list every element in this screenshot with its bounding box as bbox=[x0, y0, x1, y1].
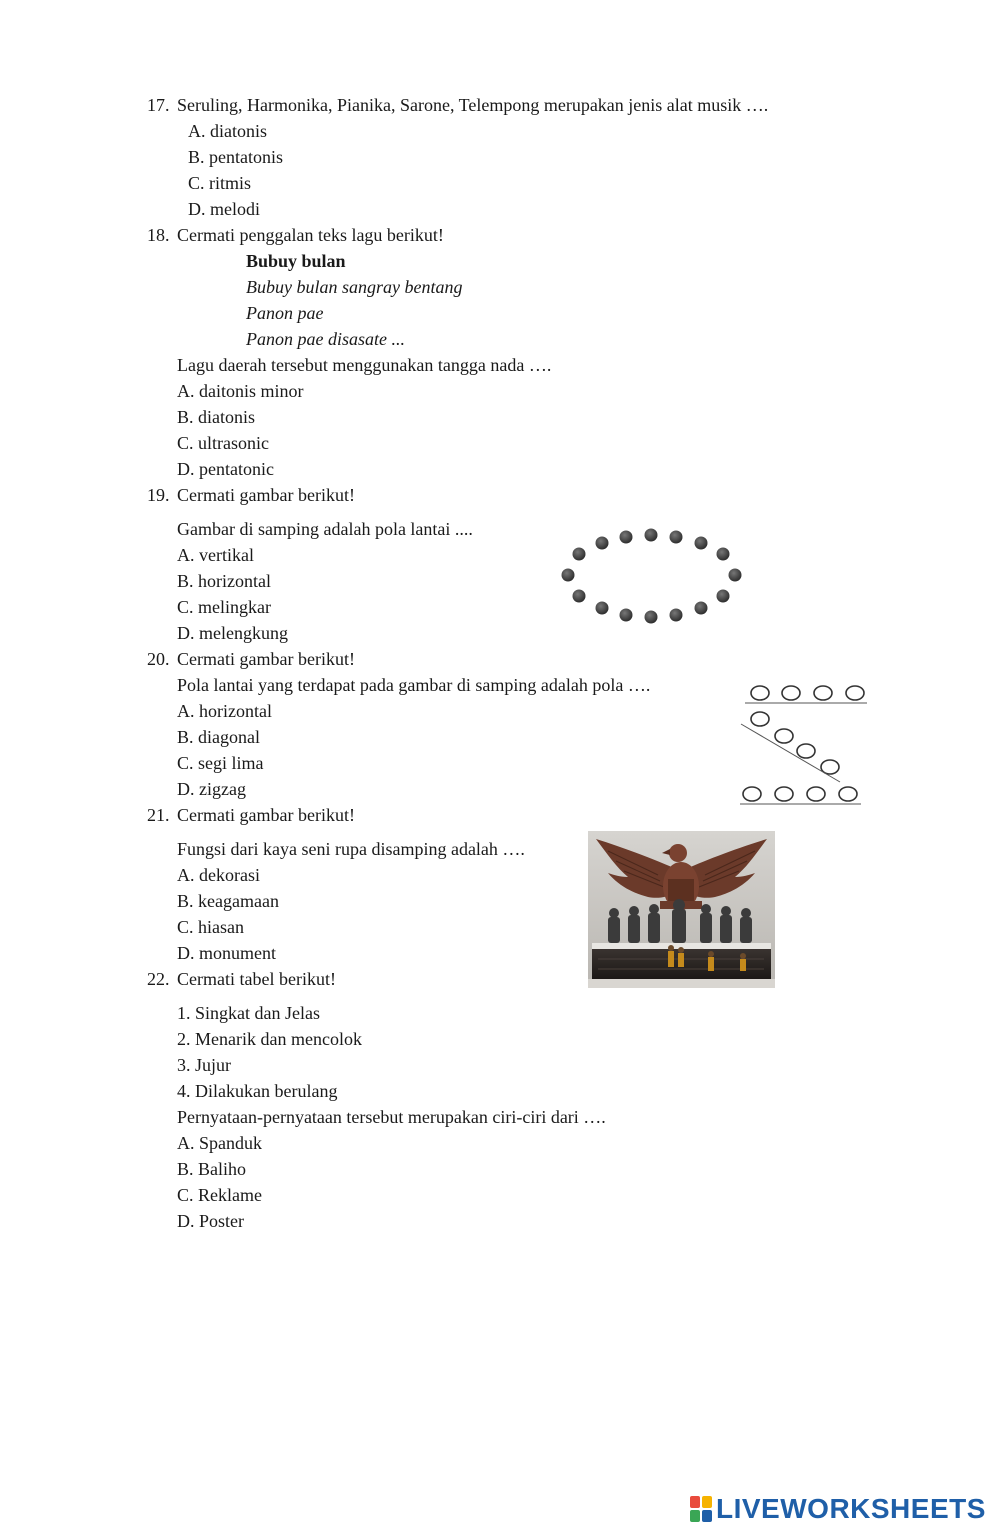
q18-song-title: Bubuy bulan bbox=[246, 251, 346, 271]
q19-number: 19. bbox=[147, 485, 170, 505]
q20-option-c[interactable]: C. segi lima bbox=[177, 753, 264, 773]
q18-option-d[interactable]: D. pentatonic bbox=[177, 459, 274, 479]
circle-floor-pattern-figure bbox=[555, 522, 750, 634]
q17-number: 17. bbox=[147, 95, 170, 115]
q19-text: Cermati gambar berikut! bbox=[177, 485, 355, 505]
q18-option-a[interactable]: A. daitonis minor bbox=[177, 381, 304, 401]
q22-option-d[interactable]: D. Poster bbox=[177, 1211, 244, 1231]
q22-number: 22. bbox=[147, 969, 170, 989]
q22-text: Cermati tabel berikut! bbox=[177, 969, 336, 989]
q21-option-a[interactable]: A. dekorasi bbox=[177, 865, 260, 885]
q18-song-line-3: Panon pae disasate ... bbox=[246, 329, 405, 349]
q18-song-line-2: Panon pae bbox=[246, 303, 324, 323]
q19-question: Gambar di samping adalah pola lantai .... bbox=[177, 519, 473, 539]
q22-option-a[interactable]: A. Spanduk bbox=[177, 1133, 262, 1153]
q21-option-b[interactable]: B. keagamaan bbox=[177, 891, 279, 911]
liveworksheets-logo[interactable] bbox=[690, 1494, 986, 1524]
q19-option-d[interactable]: D. melengkung bbox=[177, 623, 288, 643]
q22-list-item-2: 2. Menarik dan mencolok bbox=[177, 1029, 362, 1049]
q21-question: Fungsi dari kaya seni rupa disamping adalah …. bbox=[177, 839, 525, 859]
q18-number: 18. bbox=[147, 225, 170, 245]
q18-text: Cermati penggalan teks lagu berikut! bbox=[177, 225, 444, 245]
q21-option-c[interactable]: C. hiasan bbox=[177, 917, 244, 937]
monument-photo bbox=[588, 831, 775, 988]
q22-question: Pernyataan-pernyataan tersebut merupakan ciri-ciri dari …. bbox=[177, 1107, 606, 1127]
q18-option-c[interactable]: C. ultrasonic bbox=[177, 433, 269, 453]
q20-question: Pola lantai yang terdapat pada gambar di samping adalah pola …. bbox=[177, 675, 651, 695]
q17-option-d[interactable]: D. melodi bbox=[188, 199, 260, 219]
q21-text: Cermati gambar berikut! bbox=[177, 805, 355, 825]
q18-option-b[interactable]: B. diatonis bbox=[177, 407, 256, 427]
liveworksheets-logo-icon bbox=[690, 1496, 712, 1522]
zigzag-floor-pattern-figure bbox=[735, 680, 885, 810]
q20-option-b[interactable]: B. diagonal bbox=[177, 727, 260, 747]
q22-option-c[interactable]: C. Reklame bbox=[177, 1185, 262, 1205]
q17-option-b[interactable]: B. pentatonis bbox=[188, 147, 283, 167]
q18-song-line-1: Bubuy bulan sangray bentang bbox=[246, 277, 463, 297]
q22-option-b[interactable]: B. Baliho bbox=[177, 1159, 247, 1179]
q19-option-b[interactable]: B. horizontal bbox=[177, 571, 271, 591]
q20-option-a[interactable]: A. horizontal bbox=[177, 701, 272, 721]
q22-list-item-4: 4. Dilakukan berulang bbox=[177, 1081, 338, 1101]
q21-number: 21. bbox=[147, 805, 170, 825]
q17-option-c[interactable]: C. ritmis bbox=[188, 173, 252, 193]
q20-number: 20. bbox=[147, 649, 170, 669]
q20-option-d[interactable]: D. zigzag bbox=[177, 779, 246, 799]
liveworksheets-logo-text: LIVEWORKSHEETS bbox=[716, 1493, 986, 1524]
q22-list-item-1: 1. Singkat dan Jelas bbox=[177, 1003, 320, 1023]
q17-option-a[interactable]: A. diatonis bbox=[188, 121, 267, 141]
q17-text: Seruling, Harmonika, Pianika, Sarone, Telempong merupakan jenis alat musik …. bbox=[177, 95, 769, 115]
q18-question: Lagu daerah tersebut menggunakan tangga nada …. bbox=[177, 355, 552, 375]
q22-list-item-3: 3. Jujur bbox=[177, 1055, 231, 1075]
q19-option-c[interactable]: C. melingkar bbox=[177, 597, 271, 617]
q21-option-d[interactable]: D. monument bbox=[177, 943, 276, 963]
q20-text: Cermati gambar berikut! bbox=[177, 649, 355, 669]
q19-option-a[interactable]: A. vertikal bbox=[177, 545, 254, 565]
